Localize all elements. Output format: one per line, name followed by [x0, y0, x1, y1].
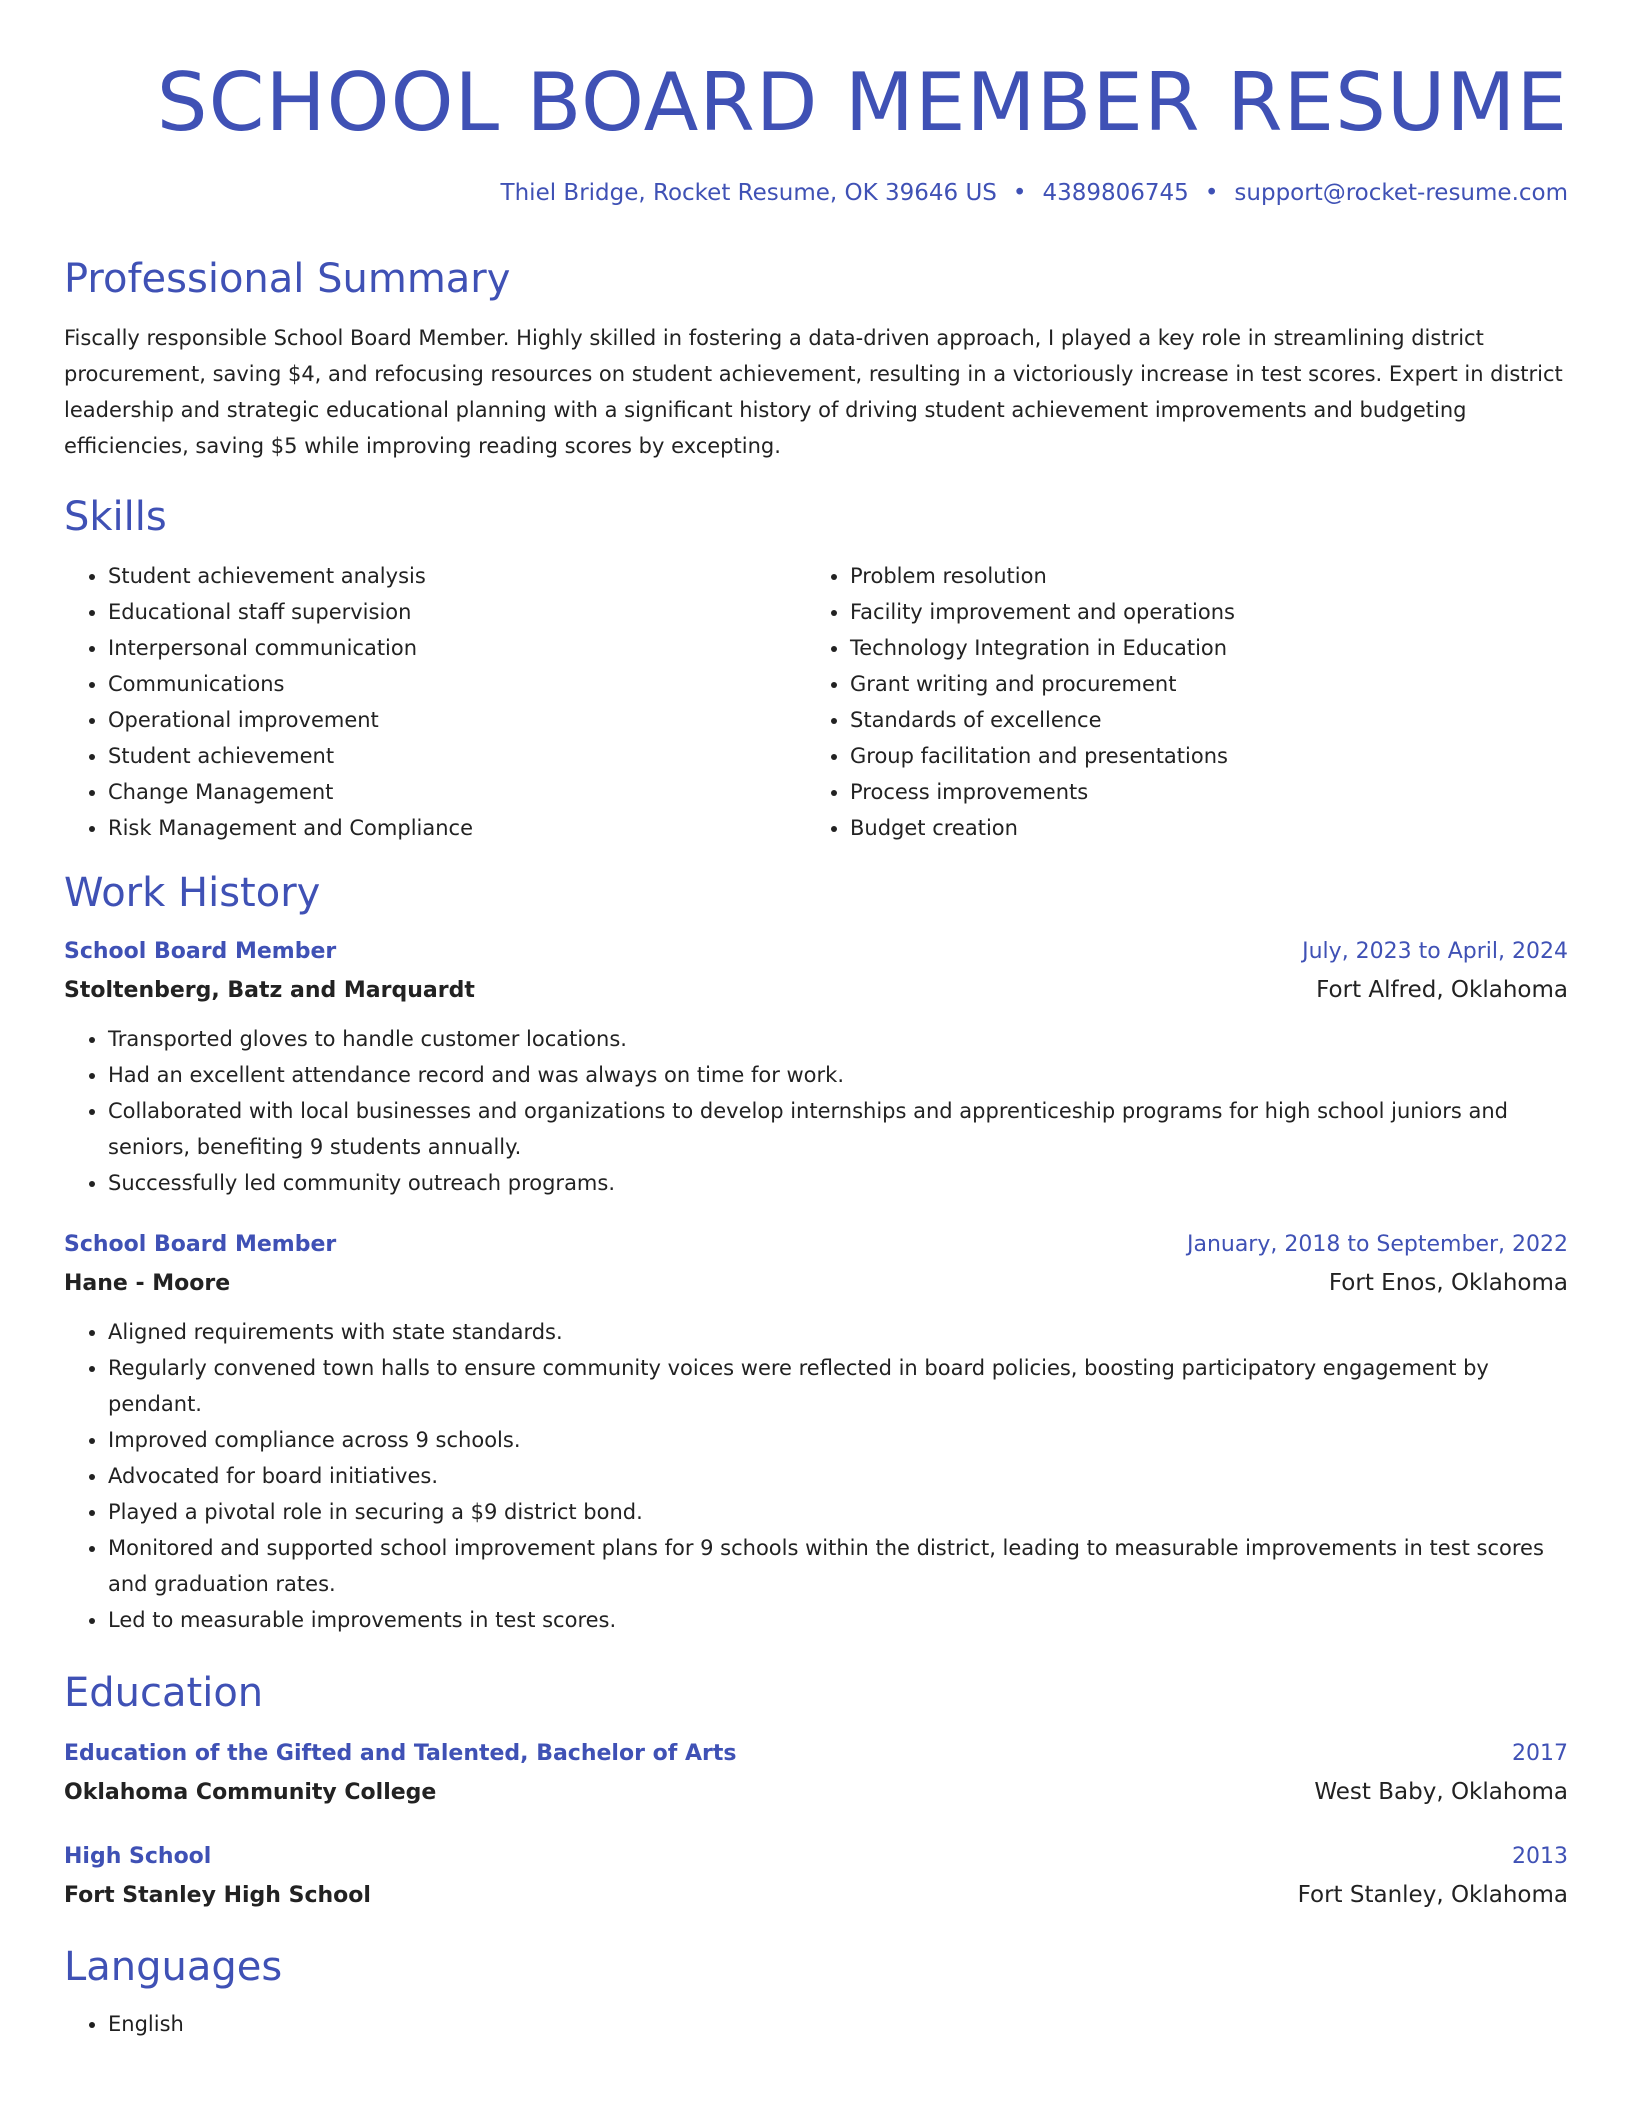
skills-list-right — [806, 558, 1548, 846]
skill-item: • Interpersonal communication — [108, 630, 806, 666]
education-entry — [64, 1736, 1568, 1813]
job-dates: July, 2023 to April, 2024 — [1302, 939, 1568, 964]
job-header-row — [64, 1227, 1568, 1263]
skill-item: • Communications — [108, 666, 806, 702]
education-header-row — [64, 1839, 1568, 1875]
job-bullet: • Aligned requirements with state standards. — [108, 1314, 1568, 1350]
skills-heading: Skills — [64, 494, 167, 540]
contact-email: support@rocket-resume.com — [1234, 180, 1568, 206]
education-degree: High School — [64, 1844, 212, 1869]
job-entry — [64, 934, 1568, 1201]
education-school: Fort Stanley High School — [64, 1883, 371, 1908]
job-bullet: • Played a pivotal role in securing a $9 district bond. — [108, 1494, 1568, 1530]
skill-item: • Operational improvement — [108, 702, 806, 738]
skill-item: • Facility improvement and operations — [850, 594, 1548, 630]
skill-item: • Educational staff supervision — [108, 594, 806, 630]
job-bullet: • Advocated for board initiatives. — [108, 1458, 1568, 1494]
skill-item: • Grant writing and procurement — [850, 666, 1548, 702]
education-entry — [64, 1839, 1568, 1916]
job-header-row — [64, 934, 1568, 970]
education-year: 2013 — [1512, 1844, 1568, 1869]
languages-list — [64, 2006, 1568, 2042]
job-bullets — [64, 1021, 1568, 1201]
education-heading: Education — [64, 1670, 264, 1716]
contact-separator: • — [1204, 180, 1219, 206]
education-location: Fort Stanley, Oklahoma — [1297, 1882, 1568, 1908]
job-bullet: • Improved compliance across 9 schools. — [108, 1422, 1568, 1458]
job-location: Fort Alfred, Oklahoma — [1316, 977, 1568, 1003]
education-school: Oklahoma Community College — [64, 1780, 437, 1805]
job-entry — [64, 1227, 1568, 1638]
skills-list-left — [64, 558, 806, 846]
education-school-row — [64, 1772, 1568, 1813]
skills-grid — [64, 558, 1568, 846]
contact-phone: 4389806745 — [1042, 180, 1189, 206]
job-location: Fort Enos, Oklahoma — [1328, 1270, 1568, 1296]
language-item: • English — [108, 2006, 1568, 2042]
resume-name: SCHOOL BOARD MEMBER RESUME — [156, 56, 1568, 149]
contact-separator: • — [1012, 180, 1027, 206]
skill-item: • Budget creation — [850, 810, 1548, 846]
education-location: West Baby, Oklahoma — [1314, 1779, 1568, 1805]
skill-item: • Risk Management and Compliance — [108, 810, 806, 846]
skill-item: • Process improvements — [850, 774, 1548, 810]
education-degree: Education of the Gifted and Talented, Bachelor of Arts — [64, 1741, 737, 1766]
job-bullet: • Had an excellent attendance record and was always on time for work. — [108, 1057, 1568, 1093]
summary-heading: Professional Summary — [64, 256, 511, 302]
skill-item: • Student achievement — [108, 738, 806, 774]
skill-item: • Group facilitation and presentations — [850, 738, 1548, 774]
skill-item: • Standards of excellence — [850, 702, 1548, 738]
work-history-heading: Work History — [64, 870, 321, 916]
skill-item: • Change Management — [108, 774, 806, 810]
contact-line — [64, 176, 1568, 210]
contact-address: Thiel Bridge, Rocket Resume, OK 39646 US — [500, 180, 997, 206]
education-year: 2017 — [1512, 1741, 1568, 1766]
job-company-row — [64, 970, 1568, 1011]
job-bullet: • Monitored and supported school improvement plans for 9 schools within the district, leading to measurable improvements in test scores and graduation rates. — [108, 1530, 1568, 1602]
job-title: School Board Member — [64, 939, 337, 964]
job-bullet: • Transported gloves to handle customer locations. — [108, 1021, 1568, 1057]
skill-item: • Problem resolution — [850, 558, 1548, 594]
education-school-row — [64, 1875, 1568, 1916]
languages-heading: Languages — [64, 1944, 283, 1990]
job-bullet: • Regularly convened town halls to ensure community voices were reflected in board policies, boosting participatory engagement by pendant. — [108, 1350, 1568, 1422]
skill-item: • Technology Integration in Education — [850, 630, 1548, 666]
job-bullet: • Successfully led community outreach programs. — [108, 1165, 1568, 1201]
job-bullets — [64, 1314, 1568, 1638]
education-header-row — [64, 1736, 1568, 1772]
job-bullet: • Collaborated with local businesses and organizations to develop internships and apprenticeship programs for high school juniors and seniors, benefiting 9 students annually. — [108, 1093, 1568, 1165]
skill-item: • Student achievement analysis — [108, 558, 806, 594]
job-bullet: • Led to measurable improvements in test scores. — [108, 1602, 1568, 1638]
summary-text: Fiscally responsible School Board Member. Highly skilled in fostering a data-driven approach, I played a key role in streamlining district procurement, saving $4, and refocusing resources on student achievement, resulting in a victoriously increase in test scores. Expert in district leadership and strategic educational planning with a significant history of driving student achievement improvements and budgeting efficiencies, saving $5 while improving reading scores by excepting. — [64, 326, 1563, 458]
job-company: Stoltenberg, Batz and Marquardt — [64, 978, 475, 1003]
job-company: Hane - Moore — [64, 1271, 231, 1296]
job-company-row — [64, 1263, 1568, 1304]
resume-page — [64, 0, 1568, 2042]
job-dates: January, 2018 to September, 2022 — [1186, 1232, 1568, 1257]
job-title: School Board Member — [64, 1232, 337, 1257]
